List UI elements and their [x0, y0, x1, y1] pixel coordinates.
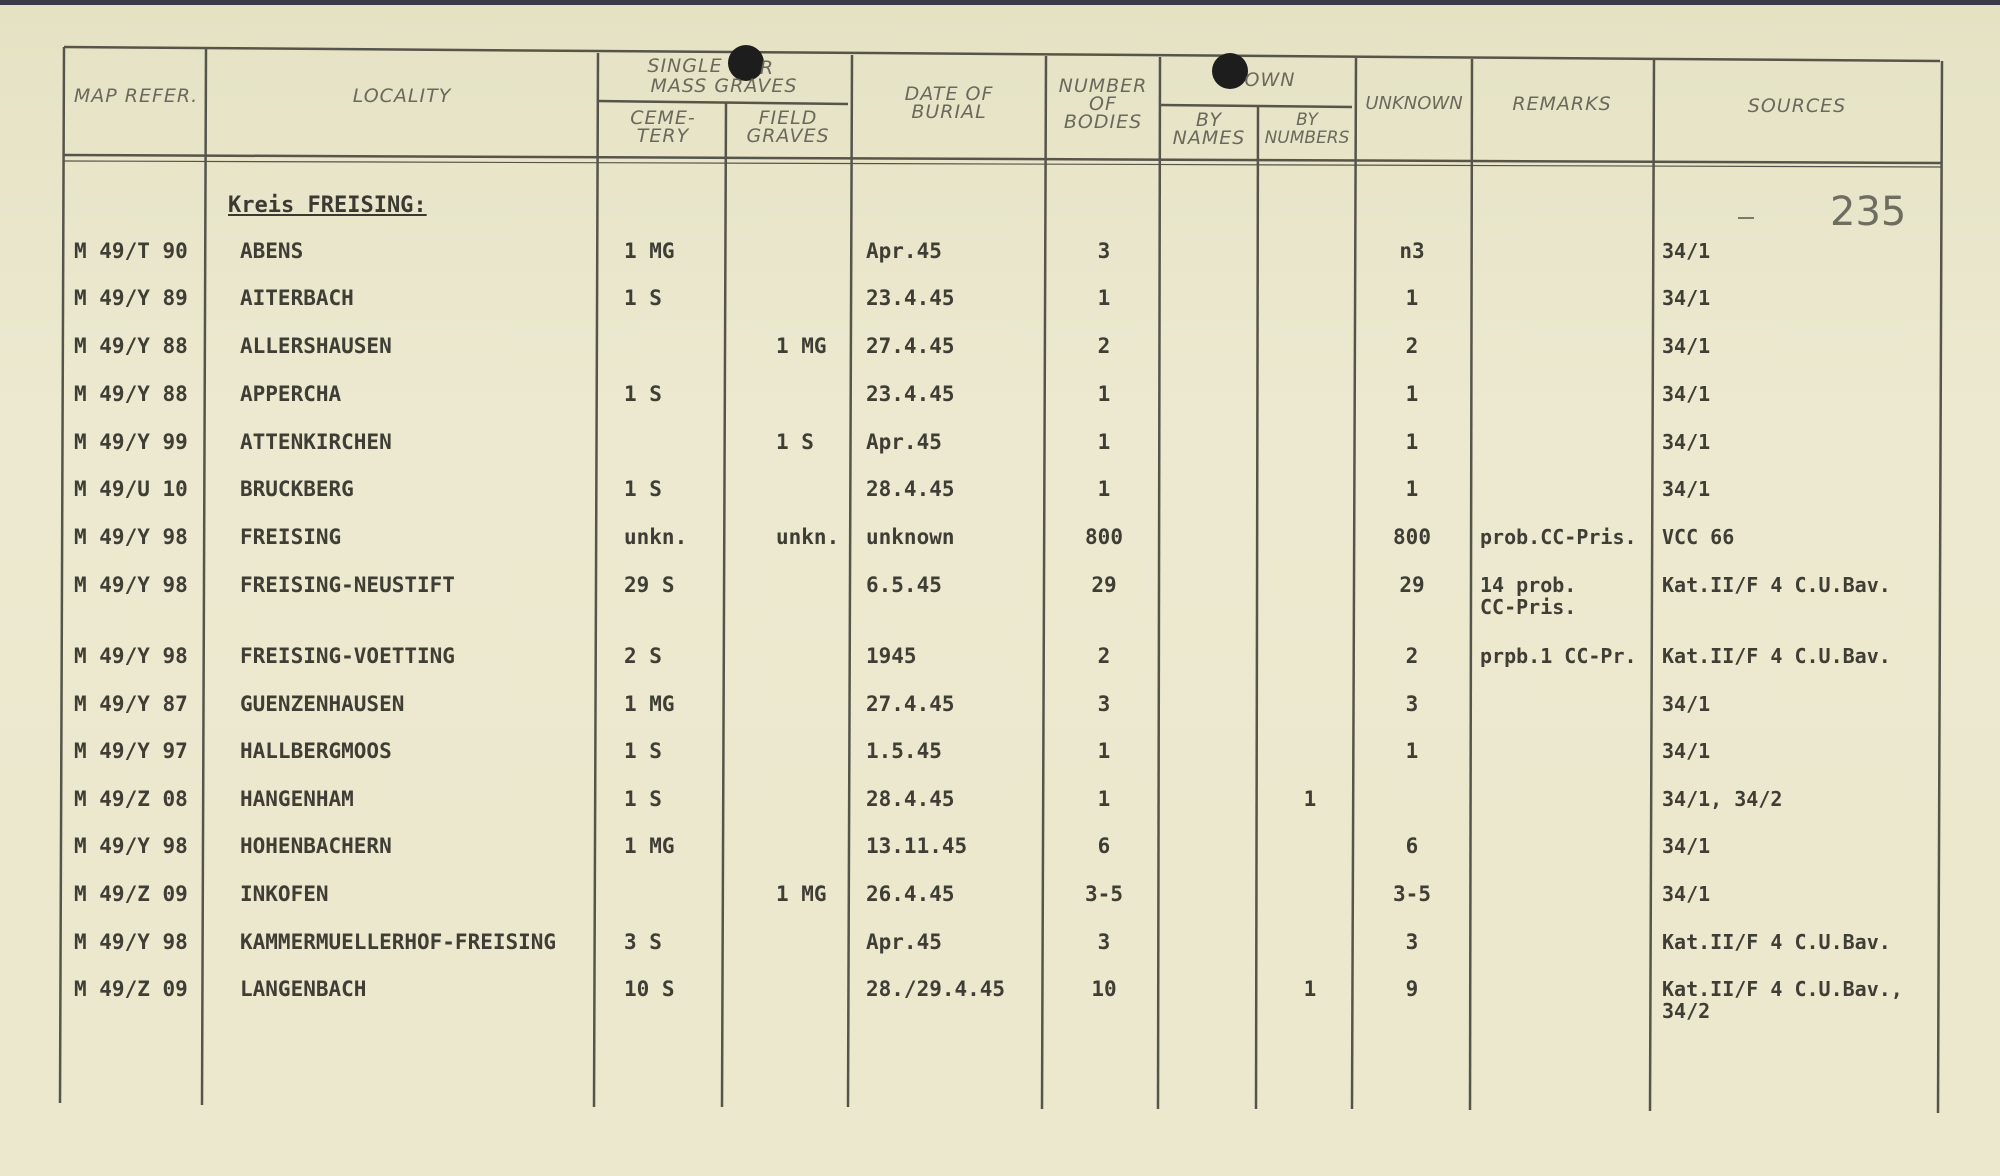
section-title: Kreis FREISING: [228, 193, 427, 218]
number-of-bodies-cell: 800 [1085, 525, 1123, 549]
sources-cell: Kat.II/F 4 C.U.Bav. [1662, 930, 1891, 954]
card-number: 235 [1830, 189, 1907, 235]
header-mass-graves: MASS GRAVES [650, 75, 798, 97]
number-of-bodies-cell: 2 [1097, 334, 1111, 358]
locality-cell: FREISING-NEUSTIFT [240, 573, 455, 597]
locality-cell: APPERCHA [240, 382, 342, 406]
number-of-bodies-cell: 3 [1097, 930, 1111, 954]
locality-cell: FREISING-VOETTING [240, 644, 455, 668]
unknown-cell: n3 [1399, 239, 1425, 263]
sources-cell: VCC 66 [1662, 525, 1735, 549]
map-reference-cell: M 49/U 10 [74, 477, 188, 501]
remarks-cell: 14 prob. [1480, 573, 1577, 597]
header-cemetery-line1: CEME- [630, 107, 696, 129]
number-of-bodies-cell: 3 [1097, 239, 1111, 263]
cemetery-cell: 1 S [624, 739, 662, 763]
header-bodies-line1: NUMBER [1058, 75, 1148, 97]
unknown-cell: 1 [1405, 430, 1419, 454]
card-dash-mark [1738, 217, 1754, 219]
cemetery-cell: 1 S [624, 477, 662, 501]
unknown-cell: 29 [1399, 573, 1425, 597]
date-of-burial-cell: 23.4.45 [866, 286, 955, 310]
header-locality: LOCALITY [352, 85, 452, 107]
date-of-burial-cell: Apr.45 [866, 430, 942, 454]
sources-cell: 34/1 [1662, 739, 1711, 763]
map-reference-cell: M 49/Y 87 [74, 692, 188, 716]
sources-cell: 34/1 [1662, 477, 1711, 501]
date-of-burial-cell: 6.5.45 [866, 573, 942, 597]
date-of-burial-cell: 27.4.45 [866, 334, 955, 358]
sources-cell: 34/1 [1662, 382, 1711, 406]
date-of-burial-cell: 28.4.45 [866, 787, 955, 811]
remarks-cell-line2: CC-Pris. [1480, 595, 1577, 619]
locality-cell: ATTENKIRCHEN [240, 430, 392, 454]
header-map-refer: MAP REFER. [73, 85, 199, 107]
locality-cell: HALLBERGMOOS [240, 739, 392, 763]
date-of-burial-cell: 1945 [866, 644, 917, 668]
header-cemetery [604, 109, 722, 145]
cemetery-cell: 1 S [624, 286, 662, 310]
header-unknown: UNKNOWN [1365, 93, 1463, 114]
map-reference-cell: M 49/Z 09 [74, 977, 188, 1001]
date-of-burial-cell: 28./29.4.45 [866, 977, 1006, 1001]
locality-cell: ALLERSHAUSEN [240, 334, 392, 358]
locality-cell: AITERBACH [240, 286, 354, 310]
date-of-burial-cell: Apr.45 [866, 239, 942, 263]
header-by-names [1162, 111, 1256, 147]
number-of-bodies-cell: 3-5 [1085, 882, 1123, 906]
header-by-numbers-line2: NUMBERS [1264, 128, 1350, 148]
header-or: R [759, 57, 775, 79]
date-of-burial-cell: 13.11.45 [866, 834, 968, 858]
known-by-numbers-cell: 1 [1303, 787, 1317, 811]
unknown-cell: 1 [1405, 382, 1419, 406]
unknown-cell: 1 [1405, 477, 1419, 501]
cemetery-cell: 1 S [624, 787, 662, 811]
sources-cell: 34/1, 34/2 [1662, 787, 1783, 811]
date-of-burial-cell: 1.5.45 [866, 739, 942, 763]
field-graves-cell: 1 MG [776, 334, 827, 358]
header-date-line2: BURIAL [911, 101, 987, 123]
map-reference-cell: M 49/Y 98 [74, 573, 188, 597]
header-known: OWN [1244, 69, 1296, 91]
map-reference-cell: M 49/Y 98 [74, 644, 188, 668]
map-reference-cell: M 49/Z 09 [74, 882, 188, 906]
header-single: SINGLE [647, 55, 723, 77]
header-remarks: REMARKS [1512, 93, 1612, 115]
locality-cell: FREISING [240, 525, 342, 549]
sources-cell: Kat.II/F 4 C.U.Bav. [1662, 644, 1891, 668]
sources-cell-line2: 34/2 [1662, 999, 1711, 1023]
header-by-numbers [1258, 111, 1356, 147]
cemetery-cell: unkn. [624, 525, 688, 549]
unknown-cell: 3-5 [1393, 882, 1431, 906]
number-of-bodies-cell: 1 [1097, 430, 1111, 454]
sources-cell: Kat.II/F 4 C.U.Bav. [1662, 573, 1891, 597]
header-field-graves [728, 109, 848, 145]
sources-cell: 34/1 [1662, 430, 1711, 454]
unknown-cell: 3 [1405, 930, 1419, 954]
sources-cell: 34/1 [1662, 286, 1711, 310]
header-bodies-line2: OF [1089, 93, 1117, 115]
known-by-numbers-cell: 1 [1303, 977, 1317, 1001]
sources-cell: 34/1 [1662, 239, 1711, 263]
header-by-names-line2: NAMES [1172, 127, 1246, 149]
date-of-burial-cell: Apr.45 [866, 930, 942, 954]
cemetery-cell: 29 S [624, 573, 675, 597]
cemetery-cell: 10 S [624, 977, 675, 1001]
number-of-bodies-cell: 1 [1097, 787, 1111, 811]
remarks-cell: prob.CC-Pris. [1480, 525, 1637, 549]
locality-cell: GUENZENHAUSEN [240, 692, 405, 716]
sources-cell: 34/1 [1662, 334, 1711, 358]
unknown-cell: 3 [1405, 692, 1419, 716]
remarks-cell: prpb.1 CC-Pr. [1480, 644, 1637, 668]
locality-cell: BRUCKBERG [240, 477, 354, 501]
sources-cell: 34/1 [1662, 882, 1711, 906]
number-of-bodies-cell: 1 [1097, 382, 1111, 406]
locality-cell: KAMMERMUELLERHOF-FREISING [240, 930, 557, 954]
number-of-bodies-cell: 3 [1097, 692, 1111, 716]
date-of-burial-cell: 23.4.45 [866, 382, 955, 406]
locality-cell: LANGENBACH [240, 977, 367, 1001]
number-of-bodies-cell: 2 [1097, 644, 1111, 668]
cemetery-cell: 1 MG [624, 692, 675, 716]
map-reference-cell: M 49/Y 97 [74, 739, 188, 763]
header-field-line2: GRAVES [746, 125, 830, 147]
number-of-bodies-cell: 29 [1091, 573, 1117, 597]
unknown-cell: 6 [1405, 834, 1419, 858]
locality-cell: HANGENHAM [240, 787, 354, 811]
header-sources: SOURCES [1747, 95, 1847, 117]
cemetery-cell: 1 MG [624, 834, 675, 858]
number-of-bodies-cell: 1 [1097, 477, 1111, 501]
locality-cell: INKOFEN [240, 882, 329, 906]
map-reference-cell: M 49/Z 08 [74, 787, 188, 811]
header-date-of-burial [856, 85, 1042, 121]
map-reference-cell: M 49/Y 88 [74, 382, 188, 406]
map-reference-cell: M 49/T 90 [74, 239, 188, 263]
map-reference-cell: M 49/Y 99 [74, 430, 188, 454]
date-of-burial-cell: unknown [866, 525, 955, 549]
number-of-bodies-cell: 1 [1097, 739, 1111, 763]
field-graves-cell: unkn. [776, 525, 840, 549]
unknown-cell: 9 [1405, 977, 1419, 1001]
map-reference-cell: M 49/Y 98 [74, 525, 188, 549]
map-reference-cell: M 49/Y 98 [74, 834, 188, 858]
number-of-bodies-cell: 1 [1097, 286, 1111, 310]
unknown-cell: 2 [1405, 644, 1419, 668]
unknown-cell: 1 [1405, 286, 1419, 310]
date-of-burial-cell: 26.4.45 [866, 882, 955, 906]
field-graves-cell: 1 S [776, 430, 814, 454]
field-graves-cell: 1 MG [776, 882, 827, 906]
unknown-cell: 1 [1405, 739, 1419, 763]
date-of-burial-cell: 27.4.45 [866, 692, 955, 716]
number-of-bodies-cell: 10 [1091, 977, 1117, 1001]
header-by-numbers-line1: BY [1296, 110, 1318, 130]
cemetery-cell: 2 S [624, 644, 662, 668]
unknown-cell: 800 [1393, 525, 1431, 549]
number-of-bodies-cell: 6 [1097, 834, 1111, 858]
date-of-burial-cell: 28.4.45 [866, 477, 955, 501]
locality-cell: HOHENBACHERN [240, 834, 392, 858]
map-reference-cell: M 49/Y 98 [74, 930, 188, 954]
cemetery-cell: 3 S [624, 930, 662, 954]
header-by-names-line1: BY [1195, 109, 1223, 131]
header-bodies-line3: BODIES [1063, 111, 1143, 133]
header-cemetery-line2: TERY [636, 125, 690, 147]
sources-cell: 34/1 [1662, 834, 1711, 858]
cemetery-cell: 1 MG [624, 239, 675, 263]
header-field-line1: FIELD [758, 107, 818, 129]
locality-cell: ABENS [240, 239, 304, 263]
sources-cell: Kat.II/F 4 C.U.Bav., [1662, 977, 1903, 1001]
header-date-line1: DATE OF [904, 83, 994, 105]
map-reference-cell: M 49/Y 88 [74, 334, 188, 358]
map-reference-cell: M 49/Y 89 [74, 286, 188, 310]
cemetery-cell: 1 S [624, 382, 662, 406]
unknown-cell: 2 [1405, 334, 1419, 358]
header-number-of-bodies [1050, 77, 1156, 131]
sources-cell: 34/1 [1662, 692, 1711, 716]
